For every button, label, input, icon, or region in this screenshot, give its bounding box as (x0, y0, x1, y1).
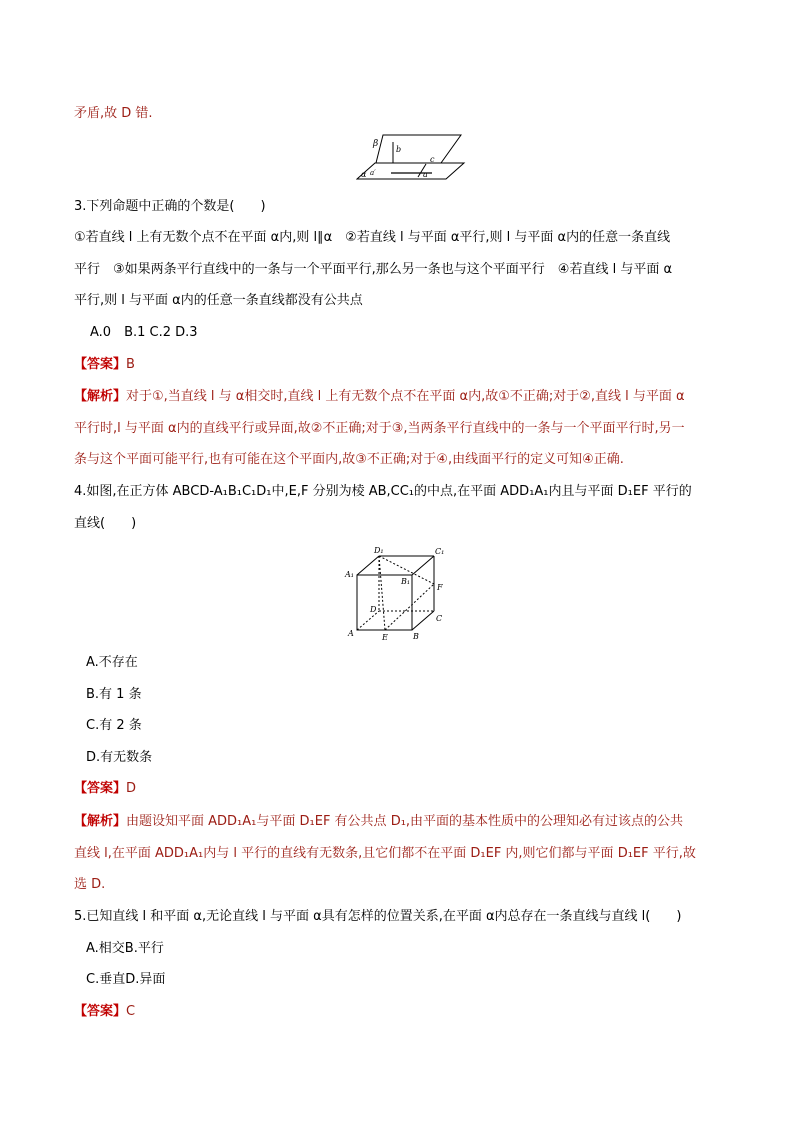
label-D: D (370, 605, 377, 614)
label-A1: A₁ (345, 570, 354, 579)
q3-analysis-line: 平行时,l 与平面 α内的直线平行或异面,故②不正确;对于③,当两条平行直线中的一条与一个平面平行时,另一 (74, 421, 685, 436)
answer-tag: 【答案】 (74, 781, 127, 796)
analysis-text: 由题设知平面 ADD₁A₁与平面 D₁EF 有公共点 D₁,由平面的基本性质中的公理知必有过该点的公共 (126, 814, 684, 829)
q4-option: D.有无数条 (86, 750, 153, 765)
cube-figure (342, 544, 452, 644)
label-beta: β (373, 139, 379, 149)
q4-stem-line: 4.如图,在正方体 ABCD-A₁B₁C₁D₁中,E,F 分别为棱 AB,CC₁的中点,在平面 ADD₁A₁内且与平面 D₁EF 平行的 (74, 484, 692, 499)
q4-stem-line: 直线( ) (74, 516, 137, 531)
q3-analysis-line (74, 388, 685, 406)
answer-tag: 【答案】 (74, 357, 127, 372)
label-a-prime: a′ (370, 169, 376, 177)
q4-analysis-line: 选 D. (74, 877, 106, 892)
q5-option: C.垂直D.异面 (86, 972, 166, 987)
q4-option: A.不存在 (86, 655, 138, 670)
label-c: c (430, 155, 435, 164)
q4-option: C.有 2 条 (86, 718, 142, 733)
q3-body-line: 平行,则 l 与平面 α内的任意一条直线都没有公共点 (74, 293, 363, 308)
label-F: F (437, 583, 443, 592)
label-alpha: α (361, 170, 367, 179)
answer-tag: 【答案】 (74, 1004, 127, 1019)
q5-option: A.相交B.平行 (86, 941, 164, 956)
q3-body-line: 平行 ③如果两条平行直线中的一条与一个平面平行,那么另一条也与这个平面平行 ④若直线 l 与平面 α (74, 262, 673, 277)
answer-value: D (126, 781, 137, 796)
label-A: A (348, 629, 354, 638)
analysis-text: 对于①,当直线 l 与 α相交时,直线 l 上有无数个点不在平面 α内,故①不正确;对于②,直线 l 与平面 α (126, 389, 685, 404)
q4-analysis-line (74, 813, 683, 831)
q2-conclusion: 矛盾,故 D 错. (74, 106, 153, 121)
label-C1: C₁ (435, 547, 445, 556)
q5-answer (74, 1003, 135, 1021)
analysis-tag: 【解析】 (74, 814, 127, 829)
q5-stem: 5.已知直线 l 和平面 α,无论直线 l 与平面 α具有怎样的位置关系,在平面 α内总存在一条直线与直线 l( ) (74, 909, 682, 924)
answer-value: B (126, 357, 135, 372)
label-b: b (396, 145, 402, 154)
label-B1: B₁ (401, 577, 411, 586)
q3-options: A.0 B.1 C.2 D.3 (90, 325, 198, 340)
label-C: C (436, 614, 443, 623)
q3-analysis-line: 条与这个平面可能平行,也有可能在这个平面内,故③不正确;对于④,由线面平行的定义可知④正确. (74, 452, 624, 467)
q4-answer (74, 780, 136, 798)
q3-body-line: ①若直线 l 上有无数个点不在平面 α内,则 l∥α ②若直线 l 与平面 α平行,则 l 与平面 α内的任意一条直线 (74, 230, 671, 245)
q4-analysis-line: 直线 l,在平面 ADD₁A₁内与 l 平行的直线有无数条,且它们都不在平面 D₁EF 内,则它们都与平面 D₁EF 平行,故 (74, 846, 696, 861)
answer-value: C (126, 1004, 136, 1019)
label-D1: D₁ (374, 546, 384, 555)
label-E: E (382, 633, 388, 642)
q4-option: B.有 1 条 (86, 687, 142, 702)
label-B: B (413, 632, 419, 641)
planes-figure (356, 133, 468, 183)
q3-stem: 3.下列命题中正确的个数是( ) (74, 199, 266, 214)
analysis-tag: 【解析】 (74, 389, 127, 404)
q3-answer (74, 356, 135, 374)
label-a: a (423, 170, 428, 179)
